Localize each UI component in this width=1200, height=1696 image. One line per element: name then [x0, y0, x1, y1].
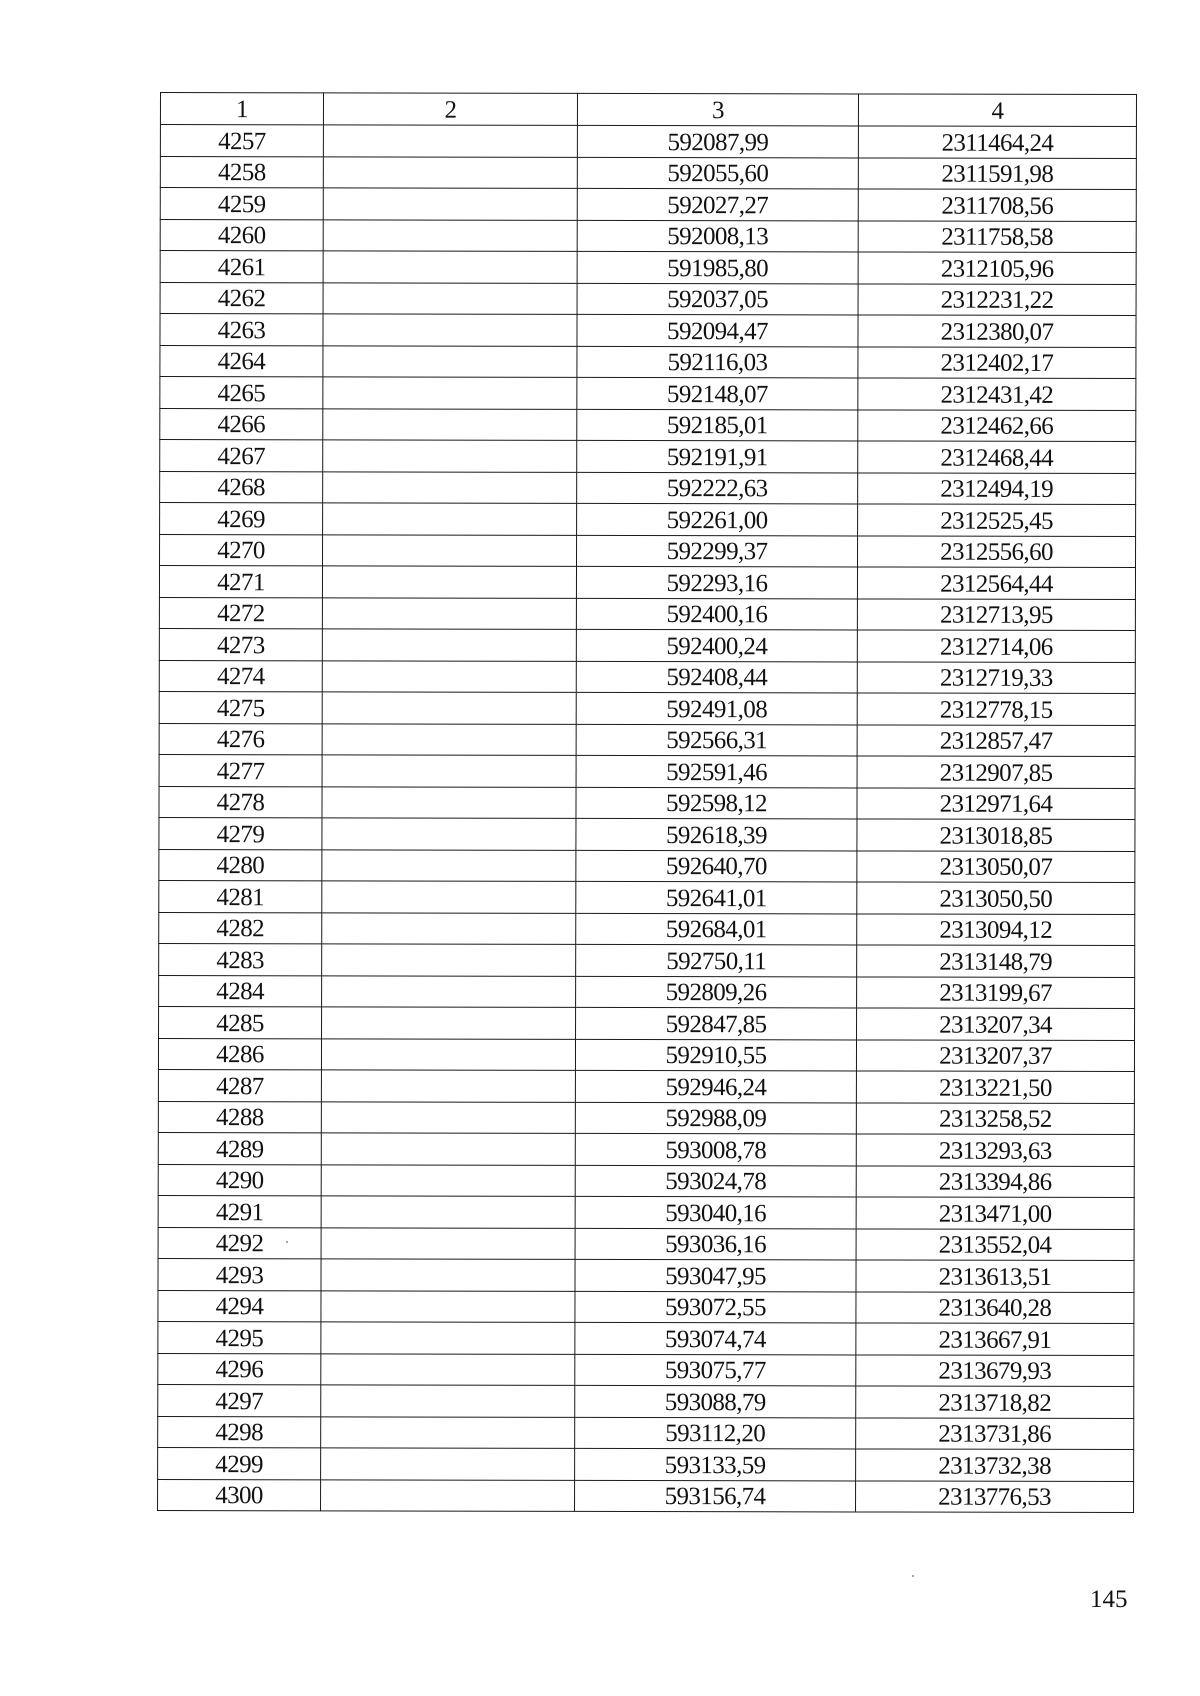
x-coordinate-cell: 592946,24: [575, 1070, 856, 1102]
description-cell: [323, 188, 577, 220]
table-row: [159, 1006, 1135, 1040]
scan-speck: [912, 1575, 914, 1577]
point-number-cell: 4290: [158, 1164, 321, 1196]
point-number-cell: 4285: [159, 1006, 322, 1038]
y-coordinate-cell: 2313679,93: [856, 1354, 1134, 1386]
x-coordinate-cell: 592910,55: [575, 1039, 856, 1071]
y-coordinate-cell: 2313732,38: [856, 1449, 1134, 1481]
y-coordinate-cell: 2312778,15: [857, 693, 1135, 725]
description-cell: [321, 1164, 575, 1196]
y-coordinate-cell: 2313207,34: [857, 1008, 1135, 1040]
description-cell: [323, 251, 577, 283]
table-header-row: [160, 93, 1136, 127]
table-row: [158, 1479, 1134, 1513]
x-coordinate-cell: 592408,44: [576, 661, 857, 693]
y-coordinate-cell: 2312907,85: [857, 756, 1135, 788]
y-coordinate-cell: 2312971,64: [857, 787, 1135, 819]
table-row: [158, 1321, 1134, 1355]
table-row: [159, 849, 1135, 883]
y-coordinate-cell: 2313207,37: [856, 1039, 1134, 1071]
table-row: [158, 1227, 1134, 1261]
description-cell: [323, 282, 577, 314]
point-number-cell: 4267: [160, 440, 323, 472]
table-row: [160, 377, 1136, 411]
column-header-1: 1: [160, 93, 323, 125]
description-cell: [323, 345, 577, 377]
x-coordinate-cell: 592037,05: [577, 283, 858, 315]
table-row: [158, 1195, 1134, 1229]
page-number: 145: [1090, 1586, 1128, 1613]
x-coordinate-cell: 593112,20: [575, 1417, 856, 1449]
x-coordinate-cell: 592261,00: [577, 503, 858, 535]
point-number-cell: 4276: [159, 723, 322, 755]
y-coordinate-cell: 2312231,22: [858, 283, 1136, 315]
y-coordinate-cell: 2311464,24: [858, 126, 1136, 158]
point-number-cell: 4277: [159, 754, 322, 786]
point-number-cell: 4261: [160, 251, 323, 283]
point-number-cell: 4279: [159, 817, 322, 849]
table-row: [160, 125, 1136, 159]
y-coordinate-cell: 2312564,44: [857, 567, 1135, 599]
y-coordinate-cell: 2313776,53: [856, 1480, 1134, 1512]
point-number-cell: 4272: [159, 597, 322, 629]
table-row: [158, 1069, 1134, 1103]
x-coordinate-cell: 592055,60: [577, 157, 858, 189]
point-number-cell: 4275: [159, 691, 322, 723]
table-row: [159, 691, 1135, 725]
description-cell: [321, 1290, 575, 1322]
table-row: [160, 188, 1136, 222]
description-cell: [322, 975, 576, 1007]
table-row: [160, 471, 1136, 505]
y-coordinate-cell: 2312494,19: [858, 472, 1136, 504]
y-coordinate-cell: 2313148,79: [857, 945, 1135, 977]
x-coordinate-cell: 592400,24: [576, 629, 857, 661]
x-coordinate-cell: 592094,47: [577, 314, 858, 346]
y-coordinate-cell: 2312431,42: [858, 378, 1136, 410]
description-cell: [322, 786, 576, 818]
table-row: [160, 345, 1136, 379]
y-coordinate-cell: 2313199,67: [857, 976, 1135, 1008]
table-row: [160, 503, 1136, 537]
y-coordinate-cell: 2313731,86: [856, 1417, 1134, 1449]
y-coordinate-cell: 2313018,85: [857, 819, 1135, 851]
y-coordinate-cell: 2313221,50: [856, 1071, 1134, 1103]
point-number-cell: 4271: [159, 566, 322, 598]
point-number-cell: 4297: [158, 1384, 321, 1416]
point-number-cell: 4282: [159, 912, 322, 944]
x-coordinate-cell: 592222,63: [577, 472, 858, 504]
x-coordinate-cell: 592087,99: [577, 125, 858, 157]
description-cell: [323, 125, 577, 157]
description-cell: [321, 1416, 575, 1448]
description-cell: [323, 314, 577, 346]
x-coordinate-cell: 592684,01: [576, 913, 857, 945]
description-cell: [321, 1448, 575, 1480]
x-coordinate-cell: 593072,55: [575, 1291, 856, 1323]
y-coordinate-cell: 2313050,50: [857, 882, 1135, 914]
description-cell: [322, 723, 576, 755]
table-row: [160, 219, 1136, 253]
description-cell: [321, 1196, 575, 1228]
x-coordinate-cell: 592598,12: [576, 787, 857, 819]
table-row: [159, 786, 1135, 820]
description-cell: [321, 1133, 575, 1165]
description-cell: [321, 1385, 575, 1417]
x-coordinate-cell: 592185,01: [577, 409, 858, 441]
table-row: [159, 975, 1135, 1009]
x-coordinate-cell: 592641,01: [576, 881, 857, 913]
point-number-cell: 4286: [158, 1038, 321, 1070]
y-coordinate-cell: 2312402,17: [858, 346, 1136, 378]
description-cell: [323, 219, 577, 251]
y-coordinate-cell: 2313258,52: [856, 1102, 1134, 1134]
y-coordinate-cell: 2313613,51: [856, 1260, 1134, 1292]
description-cell: [322, 1007, 576, 1039]
x-coordinate-cell: 592566,31: [576, 724, 857, 756]
table-row: [160, 440, 1136, 474]
y-coordinate-cell: 2313394,86: [856, 1165, 1134, 1197]
point-number-cell: 4281: [159, 880, 322, 912]
y-coordinate-cell: 2312462,66: [858, 409, 1136, 441]
y-coordinate-cell: 2313471,00: [856, 1197, 1134, 1229]
point-number-cell: 4300: [158, 1479, 321, 1511]
y-coordinate-cell: 2312556,60: [858, 535, 1136, 567]
description-cell: [322, 881, 576, 913]
x-coordinate-cell: 593075,77: [575, 1354, 856, 1386]
y-coordinate-cell: 2313718,82: [856, 1386, 1134, 1418]
point-number-cell: 4291: [158, 1195, 321, 1227]
table-row: [158, 1447, 1134, 1481]
point-number-cell: 4294: [158, 1290, 321, 1322]
point-number-cell: 4283: [159, 943, 322, 975]
table-row: [160, 251, 1136, 285]
point-number-cell: 4257: [160, 125, 323, 157]
point-number-cell: 4273: [159, 628, 322, 660]
x-coordinate-cell: 592148,07: [577, 377, 858, 409]
table-row: [160, 408, 1136, 442]
description-cell: [322, 818, 576, 850]
point-number-cell: 4260: [160, 219, 323, 251]
x-coordinate-cell: 592293,16: [576, 566, 857, 598]
y-coordinate-cell: 2312713,95: [857, 598, 1135, 630]
column-header-4: 4: [858, 94, 1136, 127]
point-number-cell: 4258: [160, 156, 323, 188]
table-row: [158, 1132, 1134, 1166]
description-cell: [322, 849, 576, 881]
column-header-2: 2: [323, 93, 577, 126]
x-coordinate-cell: 592750,11: [576, 944, 857, 976]
x-coordinate-cell: 593008,78: [575, 1133, 856, 1165]
x-coordinate-cell: 592400,16: [576, 598, 857, 630]
y-coordinate-cell: 2313094,12: [857, 913, 1135, 945]
point-number-cell: 4269: [160, 503, 323, 535]
point-number-cell: 4265: [160, 377, 323, 409]
x-coordinate-cell: 592299,37: [577, 535, 858, 567]
point-number-cell: 4266: [160, 408, 323, 440]
description-cell: [321, 1479, 575, 1511]
y-coordinate-cell: 2311758,58: [858, 220, 1136, 252]
description-cell: [322, 566, 576, 598]
y-coordinate-cell: 2312719,33: [857, 661, 1135, 693]
description-cell: [322, 629, 576, 661]
point-number-cell: 4284: [159, 975, 322, 1007]
table-row: [159, 943, 1135, 977]
x-coordinate-cell: 592591,46: [576, 755, 857, 787]
x-coordinate-cell: 592640,70: [576, 850, 857, 882]
point-number-cell: 4288: [158, 1101, 321, 1133]
table-row: [160, 314, 1136, 348]
table-row: [158, 1164, 1134, 1198]
coordinates-table: [157, 92, 1137, 1513]
x-coordinate-cell: 593088,79: [575, 1385, 856, 1417]
y-coordinate-cell: 2311591,98: [858, 157, 1136, 189]
y-coordinate-cell: 2311708,56: [858, 189, 1136, 221]
point-number-cell: 4295: [158, 1321, 321, 1353]
x-coordinate-cell: 592491,08: [576, 692, 857, 724]
table-row: [158, 1353, 1134, 1387]
description-cell: [321, 1322, 575, 1354]
description-cell: [323, 156, 577, 188]
y-coordinate-cell: 2312380,07: [858, 315, 1136, 347]
point-number-cell: 4293: [158, 1258, 321, 1290]
table-row: [158, 1038, 1134, 1072]
x-coordinate-cell: 592027,27: [577, 188, 858, 220]
table-body: [158, 125, 1137, 1513]
point-number-cell: 4263: [160, 314, 323, 346]
description-cell: [323, 440, 577, 472]
x-coordinate-cell: 592618,39: [576, 818, 857, 850]
table-row: [158, 1290, 1134, 1324]
y-coordinate-cell: 2313552,04: [856, 1228, 1134, 1260]
x-coordinate-cell: 591985,80: [577, 251, 858, 283]
description-cell: [322, 944, 576, 976]
point-number-cell: 4264: [160, 345, 323, 377]
point-number-cell: 4268: [160, 471, 323, 503]
x-coordinate-cell: 592116,03: [577, 346, 858, 378]
y-coordinate-cell: 2313640,28: [856, 1291, 1134, 1323]
table-row: [159, 754, 1135, 788]
y-coordinate-cell: 2313667,91: [856, 1323, 1134, 1355]
x-coordinate-cell: 592191,91: [577, 440, 858, 472]
point-number-cell: 4259: [160, 188, 323, 220]
column-header-3: 3: [577, 93, 858, 126]
y-coordinate-cell: 2313293,63: [856, 1134, 1134, 1166]
x-coordinate-cell: 592847,85: [576, 1007, 857, 1039]
point-number-cell: 4280: [159, 849, 322, 881]
description-cell: [321, 1038, 575, 1070]
point-number-cell: 4270: [160, 534, 323, 566]
description-cell: [323, 503, 577, 535]
table-row: [159, 566, 1135, 600]
description-cell: [321, 1070, 575, 1102]
scan-speck: [286, 1241, 288, 1243]
y-coordinate-cell: 2312468,44: [858, 441, 1136, 473]
y-coordinate-cell: 2312857,47: [857, 724, 1135, 756]
table-row: [159, 817, 1135, 851]
x-coordinate-cell: 592988,09: [575, 1102, 856, 1134]
table-row: [160, 282, 1136, 316]
table-row: [159, 912, 1135, 946]
table-row: [159, 880, 1135, 914]
table-row: [158, 1384, 1134, 1418]
y-coordinate-cell: 2312714,06: [857, 630, 1135, 662]
x-coordinate-cell: 593156,74: [575, 1480, 856, 1512]
description-cell: [322, 660, 576, 692]
description-cell: [322, 755, 576, 787]
description-cell: [322, 912, 576, 944]
description-cell: [323, 534, 577, 566]
y-coordinate-cell: 2313050,07: [857, 850, 1135, 882]
point-number-cell: 4298: [158, 1416, 321, 1448]
point-number-cell: 4289: [158, 1132, 321, 1164]
point-number-cell: 4296: [158, 1353, 321, 1385]
point-number-cell: 4278: [159, 786, 322, 818]
point-number-cell: 4292: [158, 1227, 321, 1259]
description-cell: [321, 1101, 575, 1133]
x-coordinate-cell: 593133,59: [575, 1448, 856, 1480]
table-row: [160, 156, 1136, 190]
x-coordinate-cell: 593024,78: [575, 1165, 856, 1197]
table-row: [159, 597, 1135, 631]
point-number-cell: 4262: [160, 282, 323, 314]
x-coordinate-cell: 593047,95: [575, 1259, 856, 1291]
table-row: [160, 534, 1136, 568]
description-cell: [321, 1259, 575, 1291]
table-row: [158, 1101, 1134, 1135]
table-row: [159, 628, 1135, 662]
point-number-cell: 4287: [158, 1069, 321, 1101]
description-cell: [322, 597, 576, 629]
point-number-cell: 4274: [159, 660, 322, 692]
x-coordinate-cell: 593074,74: [575, 1322, 856, 1354]
x-coordinate-cell: 592008,13: [577, 220, 858, 252]
description-cell: [323, 408, 577, 440]
table-row: [158, 1416, 1134, 1450]
y-coordinate-cell: 2312525,45: [858, 504, 1136, 536]
description-cell: [321, 1227, 575, 1259]
table-row: [158, 1258, 1134, 1292]
description-cell: [323, 471, 577, 503]
description-cell: [322, 692, 576, 724]
point-number-cell: 4299: [158, 1447, 321, 1479]
table-row: [159, 723, 1135, 757]
table-row: [159, 660, 1135, 694]
description-cell: [321, 1353, 575, 1385]
x-coordinate-cell: 592809,26: [576, 976, 857, 1008]
x-coordinate-cell: 593036,16: [575, 1228, 856, 1260]
y-coordinate-cell: 2312105,96: [858, 252, 1136, 284]
description-cell: [323, 377, 577, 409]
x-coordinate-cell: 593040,16: [575, 1196, 856, 1228]
